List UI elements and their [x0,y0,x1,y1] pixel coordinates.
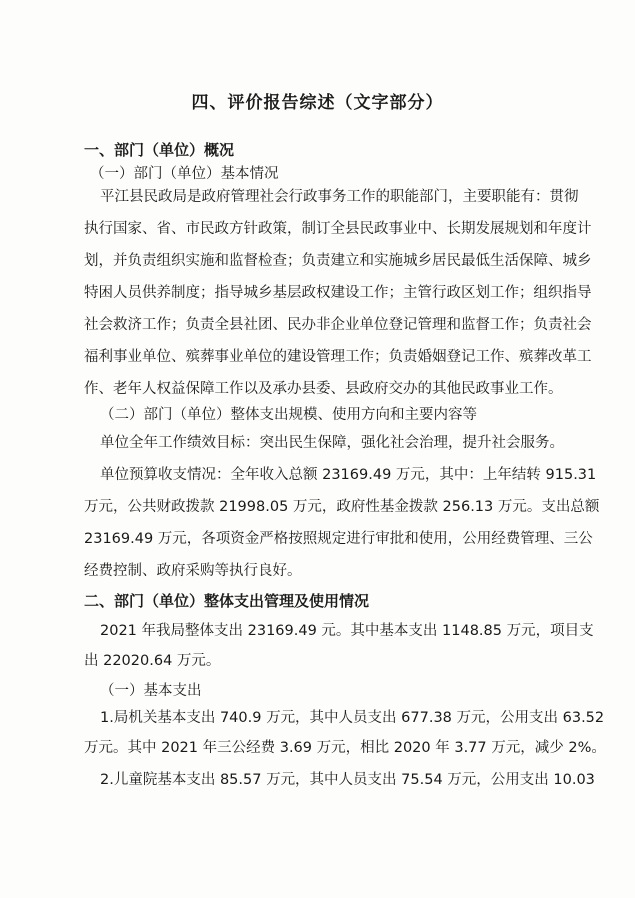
paragraph-line: 作、老年人权益保障工作以及承办县委、县政府交办的其他民政事业工作。 [84,381,563,397]
paragraph-line: 福利事业单位、殡葬事业单位的建设管理工作；负责婚姻登记工作、殡葬改革工 [84,349,592,365]
overall-line: 2021 年我局整体支出 23169.49 元。其中基本支出 1148.85 万元，项目支 [100,623,594,639]
budget-line: 单位预算收支情况：全年收入总额 23169.49 万元，其中：上年结转 915.31 [100,467,597,483]
section-2-heading: 二、部门（单位）整体支出管理及使用情况 [84,592,370,610]
paragraph-line: 划，并负责组织实施和监督检查；负责建立和实施城乡居民最低生活保障、城乡 [84,253,592,269]
item-1-line: 1.局机关基本支出 740.9 万元，其中人员支出 677.38 万元，公用支出 63.52 [100,710,605,726]
budget-line: 万元，公共财政拨款 21998.05 万元，政府性基金拨款 256.13 万元。支出总额 [84,499,600,515]
paragraph-line: 执行国家、省、市民政方针政策，制订全县民政事业中、长期发展规划和年度计 [84,221,592,237]
paragraph-line: 平江县民政局是政府管理社会行政事务工作的职能部门，主要职能有：贯彻 [100,189,579,205]
paragraph-line: 特困人员供养制度；指导城乡基层政权建设工作；主管行政区划工作；组织指导 [84,285,592,301]
section-1-subheading-2: （二）部门（单位）整体支出规模、使用方向和主要内容等 [100,407,477,423]
budget-line: 23169.49 万元，各项资金严格按照规定进行审批和使用，公用经费管理、三公 [84,531,593,547]
section-2-subheading-1: （一）基本支出 [100,683,202,699]
item-2-line: 2.儿童院基本支出 85.57 万元，其中人员支出 75.54 万元，公用支出 10.03 [100,772,595,788]
section-1-heading: 一、部门（单位）概况 [84,141,235,159]
section-1-subheading-1: （一）部门（单位）基本情况 [90,166,279,182]
page-title: 四、评价报告综述（文字部分） [191,93,444,113]
budget-line: 经费控制、政府采购等执行良好。 [84,563,302,579]
overall-line: 出 22020.64 万元。 [84,653,221,669]
paragraph-line: 社会救济工作；负责全县社团、民办非企业单位登记管理和监督工作；负责社会 [84,317,592,333]
item-1-line: 万元。其中 2021 年三公经费 3.69 万元，相比 2020 年 3.77 万元，减少 2%。 [84,740,606,756]
performance-goal: 单位全年工作绩效目标：突出民生保障，强化社会治理，提升社会服务。 [100,435,564,451]
